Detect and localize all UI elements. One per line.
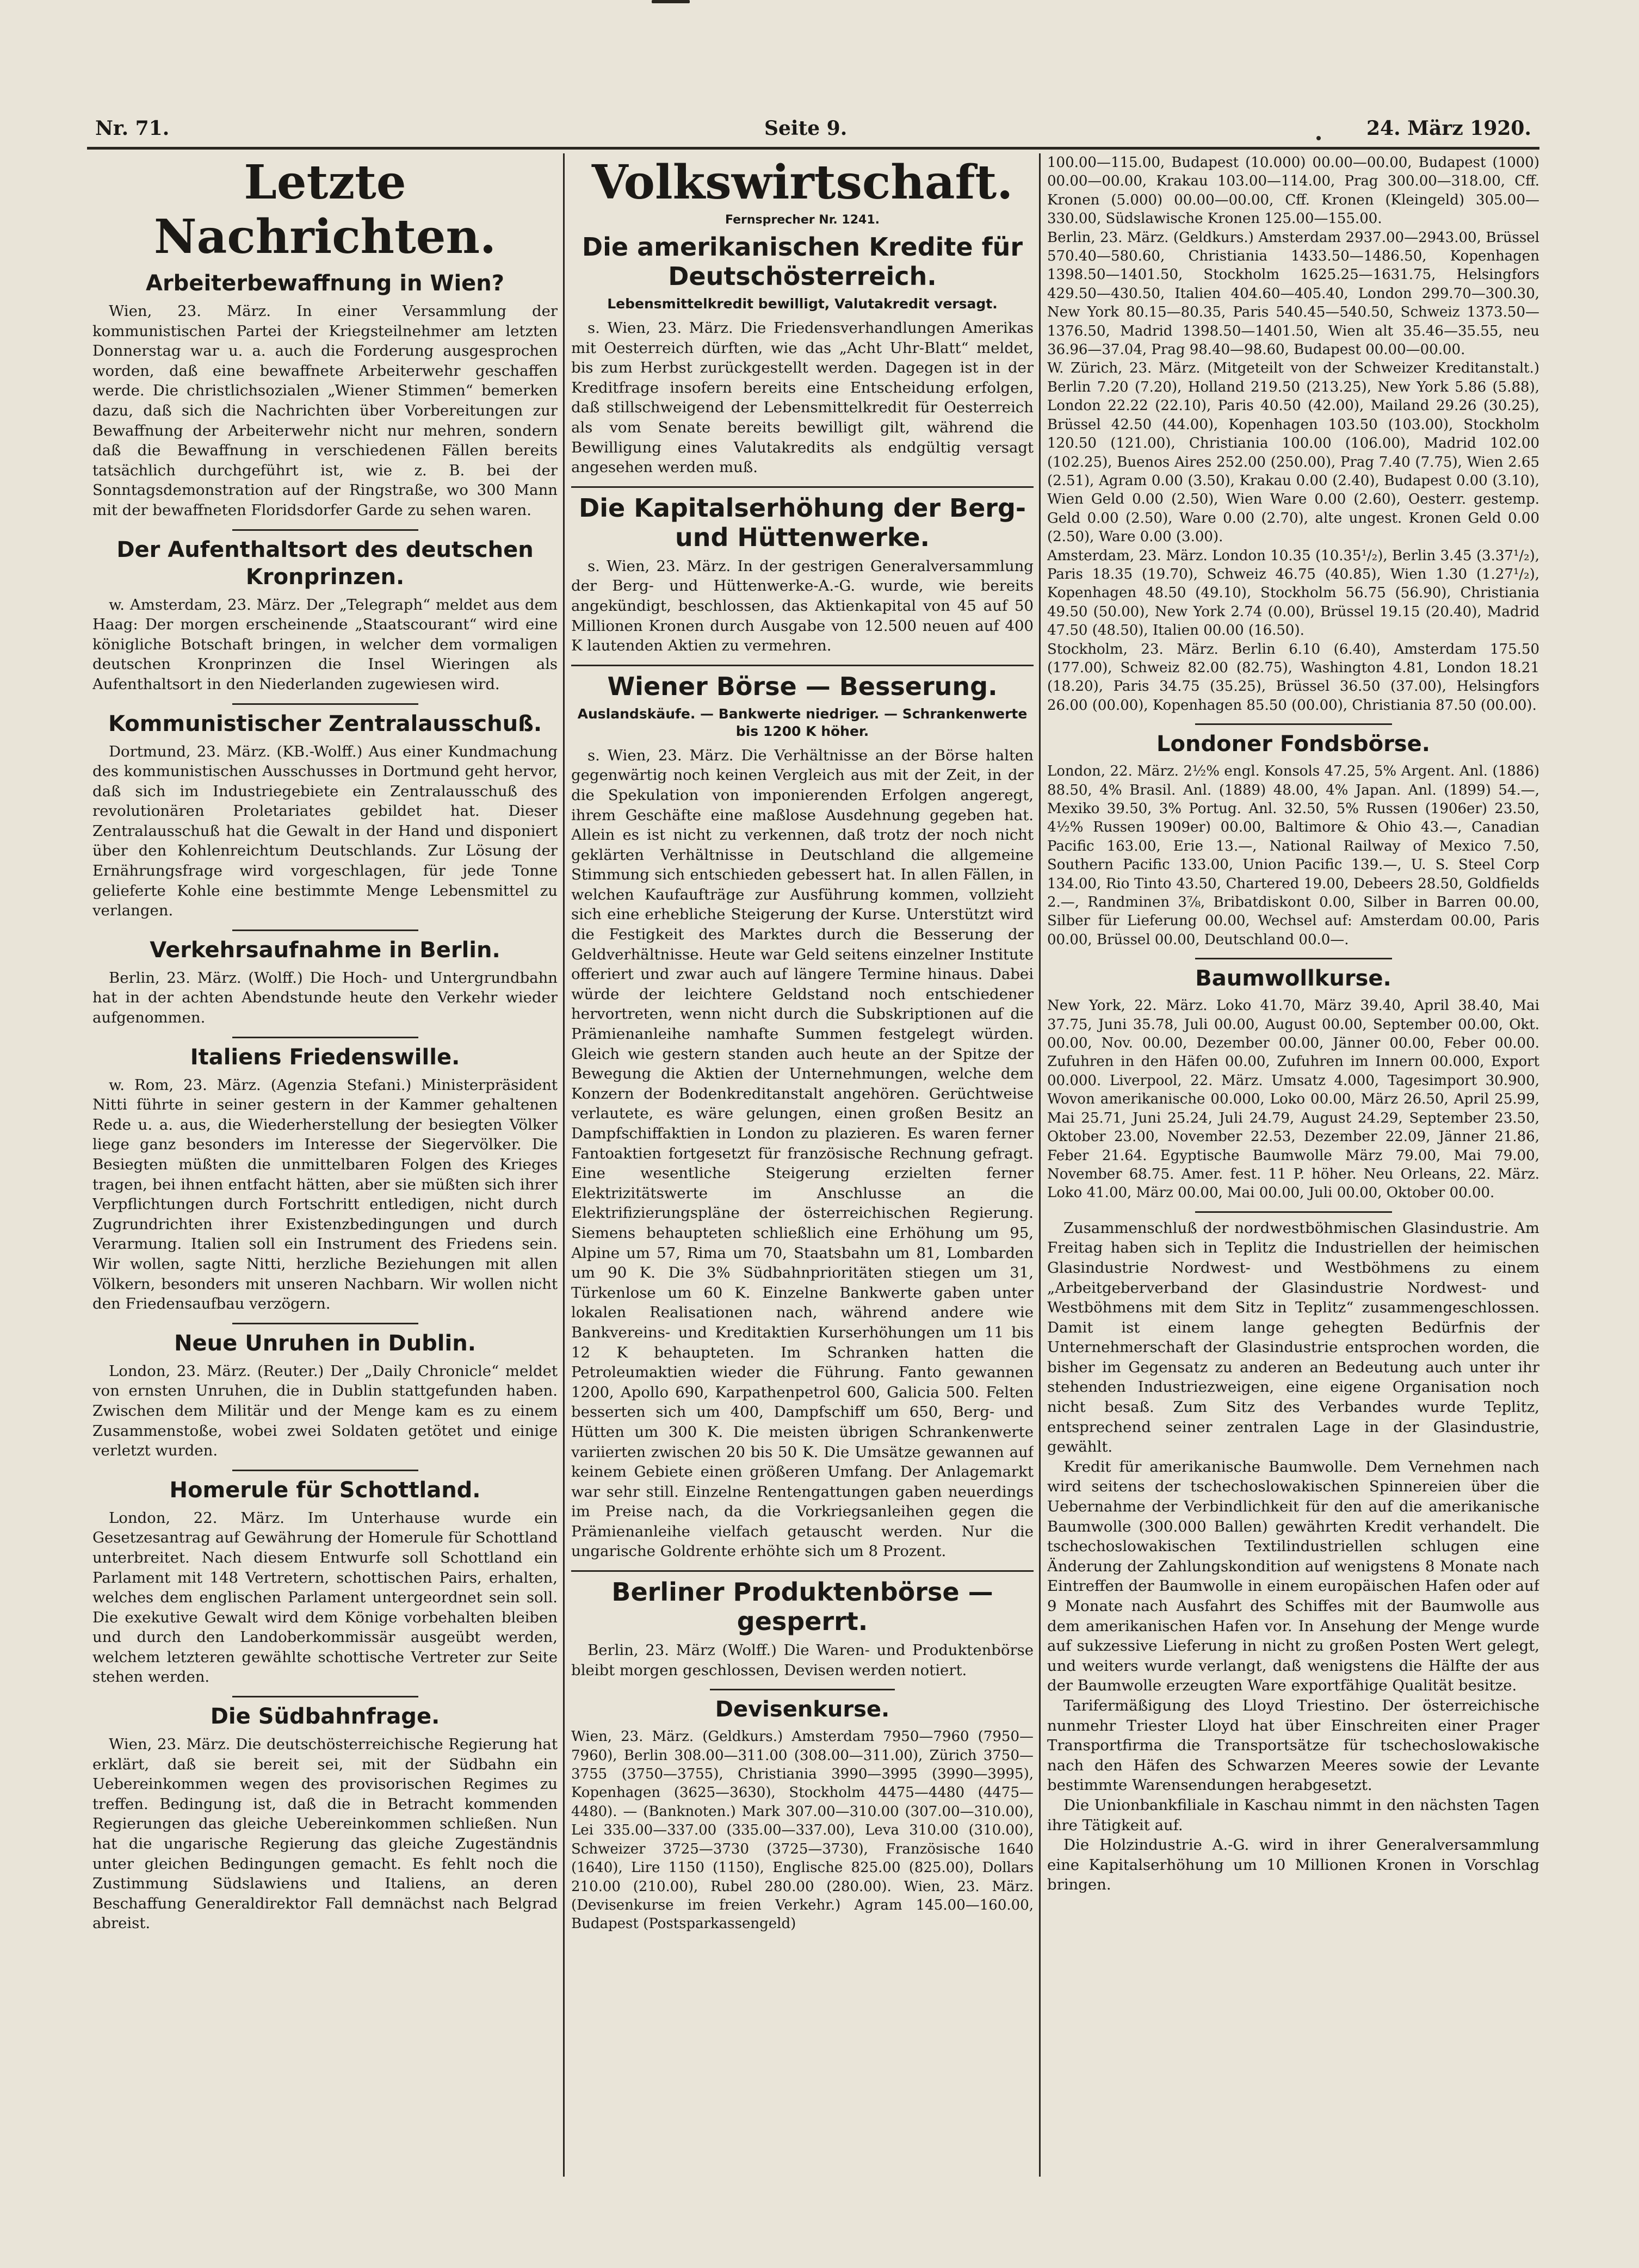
article-body: London, 22. März. Im Unterhause wurde ein Gesetzesantrag auf Gewährung der Homerule für Schottland unterbreitet. Nach diesem Entwurfe soll Schottland ein Parlament mit 148 Vertretern, schottischen Pairs, erhalten, welches dem englischen Parlament untergeordnet sein soll. Die exekutive Gewalt wird dem Könige vorbehalten bleiben und durch den Landoberkommissär ausgeübt werden, welchem letzteren gewählte schottische Vertreter zur Seite stehen werden. (92, 1509, 558, 1686)
divider (232, 1323, 418, 1324)
divider (232, 703, 418, 705)
divider (1195, 723, 1392, 725)
print-speck (652, 0, 690, 3)
economic-note: Kredit für amerikanische Baumwolle. Dem Vernehmen nach wird seitens der tschechoslowakischen Spinnereien über die Uebernahme der Verbindlichkeit für den auf die amerikanische Baumwolle (300.000 Ballen) gewährten Kredit verhandelt. Die tschechoslowakischen Textilindustriellen schlugen eine Änderung der Zahlungskondition auf wenigstens 8 Monate nach Eintreffen der Baumwolle in einem europäischen Hafen oder auf 9 Monate nach Ausfahrt des Schiffes mit der Baumwolle aus dem amerikanischen Hafen vor. In Ansehung der Menge wurde auf sukzessive Lieferung in nicht zu großen Posten Wert gelegt, und weiters wurde verlangt, daß wenigstens die Hälfte der aus der Baumwolle erzeugten Ware exportfähige Qualität besitze. (1047, 1458, 1539, 1695)
phone-number: Fernsprecher Nr. 1241. (725, 213, 880, 227)
article-subheading: Auslandskäufe. — Bankwerte niedriger. — Schrankenwerte bis 1200 K höher. (577, 705, 1028, 739)
article-body: Berlin, 23. März. (Wolff.) Die Hoch- und Untergrundbahn hat in der achten Abendstunde heute den Verkehr wieder aufgenommen. (92, 969, 558, 1027)
divider (571, 486, 1034, 488)
divider (571, 665, 1034, 666)
section-title: Letzte Nachrichten. (153, 155, 496, 264)
column-economy (571, 153, 1034, 2193)
article-heading: Der Aufenthaltsort des deutschen Kronprinzen. (116, 537, 534, 590)
article-heading: Die amerikanischen Kredite für Deutschösterreich. (582, 232, 1023, 291)
market-quotes: Amsterdam, 23. März. London 10.35 (10.35¹/₂), Berlin 3.45 (3.37¹/₂), Paris 18.35 (19.70), Schweiz 46.75 (40.85), Wien 1.30 (1.27¹/₂), Kopenhagen 48.50 (49.10), Stockholm 56.75 (56.90), Christiania 49.50 (50.00), New York 2.74 (0.00), Brüssel 19.15 (20.40), Madrid 47.50 (48.50), Italien 00.00 (16.50). (1047, 547, 1539, 639)
market-quotes: New York, 22. März. Loko 41.70, März 39.40, April 38.40, Mai 37.75, Juni 35.78, Juli 00.00, August 00.00, September 00.00, Okt. 00.00, Nov. 00.00, Dezember 00.00, Jänner 00.00, Feber 00.00. Zufuhren in den Häfen 00.00, Zufuhren im Innern 00.000, Export 00.000. Liverpool, 22. März. Umsatz 4.000, Tagesimport 30.900, Wovon amerikanische 00.000, Loko 00.00, März 26.50, April 25.99, Mai 25.71, Juni 25.24, Juli 24.79, August 24.29, September 23.50, Oktober 23.00, November 22.53, Dezember 22.09, Jänner 21.86, Feber 21.64. Egyptische Baumwolle März 79.00, Mai 79.00, November 68.75. Amer. fest. 11 P. höher. Neu Orleans, 22. März. Loko 41.00, März 00.00, Mai 00.00, Juli 00.00, Oktober 00.00. (1047, 997, 1539, 1201)
divider (710, 1689, 895, 1690)
article-heading: Berliner Produktenbörse — gesperrt. (611, 1577, 993, 1637)
article-body: Berlin, 23. März (Wolff.) Die Waren- und Produktenbörse bleibt morgen geschlossen, Devisen werden notiert. (571, 1641, 1034, 1679)
article-body: Wien, 23. März. (Geldkurs.) Amsterdam 7950—7960 (7950—7960), Berlin 308.00—311.00 (308.00—311.00), Zürich 3750—3755 (3750—3755), Christiania 3990—3995 (3990—3995), Kopenhagen (3625—3630), Stockholm 4475—4480 (4475—4480). — (Banknoten.) Mark 307.00—310.00 (307.00—310.00), Lei 335.00—337.00 (335.00—337.00), Leva 310.00 (310.00), Schweizer 3725—3730 (3725—3730), Französische 1640 (1640), Lire 1150 (1150), Englische 825.00 (825.00), Dollars 210.00 (210.00), Rubel 280.00 (280.00). Wien, 23. März. (Devisenkurse im freien Verkehr.) Agram 145.00—160.00, Budapest (Postsparkassengeld) (571, 1728, 1034, 1932)
article-heading: Londoner Fondsbörse. (1156, 732, 1430, 757)
article-heading: Verkehrsaufnahme in Berlin. (150, 937, 500, 963)
economic-note: Die Unionbankfiliale in Kaschau nimmt in den nächsten Tagen ihre Tätigkeit auf. (1047, 1796, 1539, 1834)
market-quotes: W. Zürich, 23. März. (Mitgeteilt von der Schweizer Kreditanstalt.) Berlin 7.20 (7.20), Holland 219.50 (213.25), New York 5.86 (5.88), London 22.22 (22.10), Paris 40.50 (42.00), Mailand 29.26 (30.25), Brüssel 42.50 (44.00), Kopenhagen 103.50 (103.00), Stockholm 120.50 (121.00), Christiania 100.00 (106.00), Madrid 102.00 (102.25), Buenos Aires 252.00 (250.00), Prag 7.40 (7.75), Wien 2.65 (2.51), Agram 0.00 (3.50), Krakau 0.00 (2.40), Budapest 0.00 (3.10), Wien Geld 0.00 (2.50), Wien Ware 0.00 (2.60), Oesterr. gestemp. Geld 0.00 (2.50), Ware 0.00 (2.70), alte ungest. Kronen Geld 0.00 (2.50), Ware 0.00 (3.00). (1047, 360, 1539, 546)
divider (232, 929, 418, 931)
economic-note: Die Holzindustrie A.-G. wird in ihrer Generalversammlung eine Kapitalserhöhung um 10 Millionen Kronen in Vorschlag bringen. (1047, 1836, 1539, 1894)
article-heading: Homerule für Schottland. (169, 1477, 481, 1503)
divider (1195, 1211, 1392, 1213)
column-rule (563, 153, 565, 2177)
article-body: s. Wien, 23. März. Die Friedensverhandlungen Amerikas mit Oesterreich dürften, wie das „Acht Uhr-Blatt“ meldet, bis zum Herbst zurückgestellt werden. Dagegen ist in der Kreditfrage insofern bereits eine Entscheidung erfolgen, daß stillschweigend der Lebensmittelkredit für Oesterreich als vom Senate bereits bewilligt gilt, während die Bewilligung eines Valutakredits als endgültig versagt angesehen werden muß. (571, 319, 1034, 476)
article-heading: Neue Unruhen in Dublin. (174, 1330, 476, 1356)
column-rule (1039, 153, 1041, 2177)
article-heading: Baumwollkurse. (1195, 966, 1391, 992)
article-body: Dortmund, 23. März. (KB.-Wolff.) Aus einer Kundmachung des kommunistischen Ausschusses in Dortmund geht hervor, daß sich im Industriegebiete ein Zentralausschuß des revolutionären Proletariates gebildet hat. Dieser Zentralausschuß hat die Gewalt in der Hand und disponiert über den Kohlenreichtum Deutschlands. Zur Lösung der Ernährungsfrage wird vorgeschlagen, für jede Tonne gelieferte Kohle eine bestimmte Menge Lebensmittel zu verlangen. (92, 742, 558, 920)
column-latest-news (92, 153, 558, 2193)
economic-note: Tarifermäßigung des Lloyd Triestino. Der österreichische nunmehr Triester Lloyd hat über Einschreiten einer Prager Transportfirma die Transportsätze für tschechoslowakische nach den Häfen des Schwarzen Meeres sowie der Levante bestimmte Warensendungen herabgesetzt. (1047, 1696, 1539, 1794)
divider (232, 1696, 418, 1697)
article-body: s. Wien, 23. März. Die Verhältnisse an der Börse halten gegenwärtig noch keinen Vergleich aus mit der Zeit, in der die Spekulation von imponierenden Erfolgen angeregt, ihrem Geschäfte eine maßlose Ausdehnung gegeben hat. Allein es ist nicht zu verkennen, daß trotz der noch nicht geklärten Verhältnisse in Deutschland die allgemeine Stimmung sich entschieden gebessert hat. In allen Fällen, in welchen Kaufaufträge zur Ausführung kommen, vollzieht sich eine erhebliche Steigerung der Kurse. Unterstützt wird die Festigkeit des Marktes durch die Besserung der Geldverhältnisse. Heute war Geld seitens einzelner Institute offeriert und zwar auch auf längere Termine hinaus. Dabei würde der leichtere Geldstand noch entschiedener hervortreten, wenn nicht durch die Subskriptionen auf die Prämienanleihe namhafte Summen festgelegt würden. Gleich wie gestern standen auch heute an der Spitze der Bewegung die Aktien der Unternehmungen, welche dem Konzern der Bodenkreditanstalt angehören. Gerüchtweise verlautete, es wäre gelungen, einen großen Besitz an Dampfschiffaktien in London zu plazieren. Es waren ferner Fantoaktien fortgesetzt für französische Rechnung gefragt. Eine wesentliche Steigerung erzielten ferner Elektrizitätswerte im Anschlusse an die Elektrifizierungspläne der österreichischen Regierung. Siemens behaupteten schließlich eine Erhöhung um 95, Alpine um 57, Rima um 70, Staatsbahn um 81, Lombarden um 90 K. Die 3% Südbahnprioritäten stiegen um 31, Türkenlose um 60 K. Einzelne Bankwerte gaben unter lokalen Realisationen nach, während andere wie Bankvereins- und Kreditaktien Kurserhöhungen um 11 bis 12 K behaupteten. Im Schranken hatten die Petroleumaktien wieder die Führung. Fanto gewannen 1200, Apollo 690, Karpathenpetrol 600, Galicia 500. Felten besserten sich um 400, Dampfschiff um 650, Berg- und Hütten um 300 K. Die meisten übrigen Schrankenwerte variierten zwischen 20 bis 50 K. Die Umsätze gewannen auf keinem Gebiete einen größeren Umfang. Der Anlagemarkt war sehr still. Einzelne Rentengattungen gaben neuerdings im Preise nach, da die Vorkriegsanleihen gegen die Prämienanleihe vielfach getauscht werden. Nur die ungarische Goldrente erhöhte sich um 8 Prozent. (571, 746, 1034, 1560)
market-quotes: 100.00—115.00, Budapest (10.000) 00.00—00.00, Budapest (1000) 00.00—00.00, Krakau 103.00—114.00, Prag 300.00—318.00, Cff. Kronen (5.000) 00.00—00.00, Cff. Kronen (Kleingeld) 305.00—330.00, Südslawische Kronen 125.00—155.00. (1047, 154, 1539, 227)
article-body: s. Wien, 23. März. In der gestrigen Generalversammlung der Berg- und Hüttenwerke-A.-G. wurde, wie bereits angekündigt, beschlossen, das Aktienkapital von 45 auf 50 Millionen Kronen durch Ausgabe von 12.500 neuen auf 400 K lautenden Aktien zu vermehren. (571, 557, 1034, 655)
divider (232, 1470, 418, 1471)
divider (1195, 958, 1392, 959)
header-rule (87, 147, 1539, 150)
economic-note: Zusammenschluß der nordwestböhmischen Glasindustrie. Am Freitag haben sich in Teplitz die Industriellen der heimischen Glasindustrie Nordwest- und Westböhmens zu einem „Arbeitgeberverband der Glasindustrie Nordwest- und Westböhmens mit dem Sitz in Teplitz“ zusammengeschlossen. Damit ist einem lange gehegten Bedürfnis der Unternehmerschaft der Glasindustrie entsprochen worden, die bisher im Gegensatz zu anderen an Bedeutung auch unter ihr stehenden Industriezweigen, eine eigene Organisation noch nicht besaß. Zum Sitz des Verbandes wurde Teplitz, entsprechend seiner zentralen Lage in der Glasindustrie, gewählt. (1047, 1219, 1539, 1456)
article-body: w. Amsterdam, 23. März. Der „Telegraph“ meldet aus dem Haag: Der morgen erscheinende „Staatscourant“ wird eine königliche Botschaft bringen, in welcher dem vormaligen deutschen Kronprinzen die Insel Wieringen als Aufenthaltsort in den Niederlanden zugewiesen wird. (92, 596, 558, 693)
issue-date: 24. März 1920. (1366, 117, 1531, 140)
section-title: Volkswirtschaft. (591, 155, 1013, 210)
article-heading: Devisenkurse. (715, 1697, 890, 1722)
article-heading: Kommunistischer Zentralausschuß. (108, 711, 542, 736)
article-body: London, 23. März. (Reuter.) Der „Daily Chronicle“ meldet von ernsten Unruhen, die in Dublin stattgefunden haben. Zwischen dem Militär und der Menge kam es zu einem Zusammenstoße, wobei zwei Soldaten getötet und einige verletzt wurden. (92, 1362, 558, 1460)
article-heading: Wiener Börse — Besserung. (607, 671, 998, 701)
article-body: Wien, 23. März. In einer Versammlung der kommunistischen Partei der Kriegsteilnehmer am letzten Donnerstag war u. a. auch die Forderung ausgesprochen worden, daß eine bewaffnete Arbeiterwehr geschaffen werde. Die christlichsozialen „Wiener Stimmen“ bemerken dazu, daß sich die Nachrichten über Vorbereitungen zur Bewaffnung der Arbeiterwehr nicht nur mehren, sondern daß die Bewaffnung in verschiedenen Fällen bereits tatsächlich durchgeführt ist, wie z. B. bei der Sonntagsdemonstration auf der Ringstraße, wo 300 Mann mit der bewaffneten Floridsdorfer Garde zu sehen waren. (92, 302, 558, 519)
divider (232, 1037, 418, 1038)
market-quotes: Stockholm, 23. März. Berlin 6.10 (6.40), Amsterdam 175.50 (177.00), Schweiz 82.00 (82.75), Washington 4.81, London 18.21 (18.20), Paris 34.75 (35.25), Brüssel 36.50 (37.00), Helsingfors 26.00 (00.00), Kopenhagen 85.50 (00.00), Christiania 87.50 (00.00). (1047, 641, 1539, 714)
article-heading: Die Südbahnfrage. (210, 1704, 440, 1730)
article-subheading: Lebensmittelkredit bewilligt, Valutakredit versagt. (607, 296, 998, 312)
market-quotes: London, 22. März. 2½% engl. Konsols 47.25, 5% Argent. Anl. (1886) 88.50, 4% Brasil. Anl. (1889) 48.00, 4% Japan. Anl. (1899) 54.—, Mexiko 39.50, 3% Portug. Anl. 32.50, 5% Russen (1906er) 23.50, 4½% Russen 1909er) 00.00, Baltimore & Ohio 43.—, Canadian Pacific 163.00, Erie 13.—, National Railway of Mexico 7.50, Southern Pacific 133.00, Union Pacific 139.—, U. S. Steel Corp 134.00, Rio Tinto 43.50, Chartered 19.00, Debeers 28.50, Goldfields 2.—, Randminen 3⅞, Bribatdiskont 0.00, Silber in Barren 00.00, Silber für Lieferung 00.00, Wechsel auf: Amsterdam 00.00, Paris 00.00, Brüssel 00.00, Deutschland 00.0—. (1047, 763, 1539, 948)
page-header (95, 117, 1531, 150)
article-heading: Die Kapitalserhöhung der Berg- und Hüttenwerke. (579, 493, 1026, 552)
article-heading: Arbeiterbewaffnung in Wien? (146, 271, 504, 296)
article-body: Wien, 23. März. Die deutschösterreichische Regierung hat erklärt, daß sie bereit sei, mit der Südbahn ein Uebereinkommen wegen des provisorischen Regimes zu treffen. Bedingung ist, daß die in Betracht kommenden Regierungen das gleiche Uebereinkommen schließen. Nun hat die ungarische Regierung das gleiche Zugeständnis unter gleichen Bedingungen gemacht. Es fehlt noch die Zustimmung Südslawiens und Italiens, an deren Beschaffung Generaldirektor Fall demnächst nach Belgrad abreist. (92, 1736, 558, 1932)
issue-number: Nr. 71. (95, 117, 170, 140)
article-body: w. Rom, 23. März. (Agenzia Stefani.) Ministerpräsident Nitti führte in seiner gestern in der Kammer gehaltenen Rede u. a. aus, die Wiederherstellung der besiegten Völker liege ganz besonders im Interesse der Siegervölker. Die Besiegten müßten die unmittelbaren Folgen des Krieges tragen, bei ihnen entfacht hätten, aber sie müßten sich ihrer Verpflichtungen durch Fortschritt entledigen, nicht durch Zugrundrichten ihrer Existenzbedingungen und durch Verarmung. Italien soll ein Instrument des Friedens sein. Wir wollen, sagte Nitti, herzliche Beziehungen mit allen Völkern, besonders mit unseren Nachbarn. Wir wollen nicht den Friedensaufbau verzögern. (92, 1076, 558, 1313)
market-quotes: Berlin, 23. März. (Geldkurs.) Amsterdam 2937.00—2943.00, Brüssel 570.40—580.60, Christiania 1433.50—1486.50, Kopenhagen 1398.50—1401.50, Stockholm 1625.25—1631.75, Helsingfors 429.50—430.50, Italien 404.60—405.40, London 299.70—300.30, New York 80.15—80.35, Paris 540.45—540.50, Schweiz 1373.50—1376.50, Madrid 1398.50—1401.50, Wien alt 35.46—35.55, neu 36.96—37.04, Prag 98.40—98.60, Budapest 00.00—00.00. (1047, 229, 1539, 358)
article-heading: Italiens Friedenswille. (190, 1044, 460, 1070)
divider (571, 1570, 1034, 1572)
divider (232, 529, 418, 531)
column-markets (1047, 153, 1539, 2193)
page-number: Seite 9. (764, 117, 848, 140)
